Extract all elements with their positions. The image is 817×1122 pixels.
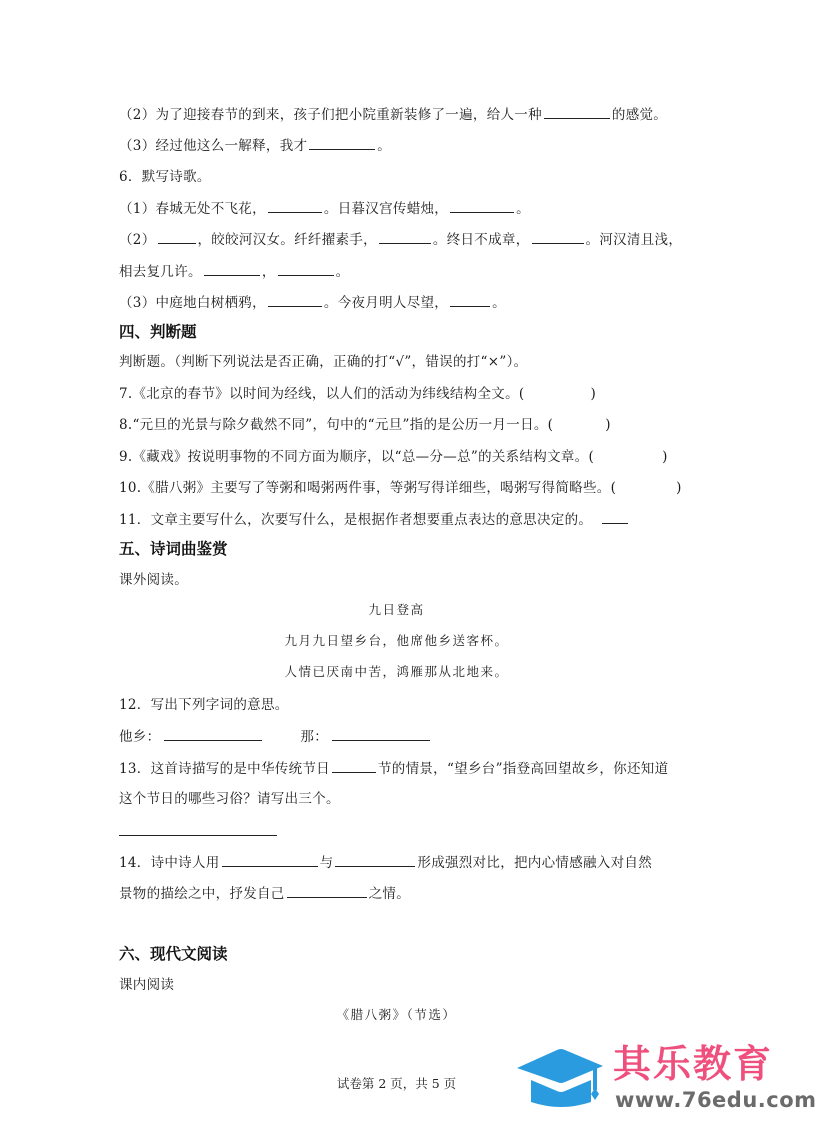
- q14-text-a: 14．诗中诗人用: [119, 855, 220, 871]
- answer-blank[interactable]: [450, 292, 490, 307]
- judge-item-10: [119, 478, 682, 498]
- answer-blank[interactable]: [332, 758, 376, 773]
- q13-text-b: 节的情景，“望乡台”指登高回望故乡，你还知道: [377, 761, 669, 777]
- answer-blank[interactable]: [544, 104, 610, 119]
- q12-label-taxiang: 他乡：: [119, 729, 161, 745]
- q12-prompt: 12．写出下列字词的意思。: [119, 697, 289, 713]
- section-5-heading: 五、诗词曲鉴赏: [119, 540, 228, 558]
- q5-item-3-suffix: 。: [377, 138, 392, 154]
- q5-item-2-text: （2）为了迎接春节的到来，孩子们把小院重新装修了一遍，给人一种: [119, 107, 542, 123]
- q13-text-a: 13．这首诗描写的是中华传统节日: [119, 761, 330, 777]
- watermark-logo: [505, 1040, 817, 1115]
- q6-line-2: [119, 229, 682, 250]
- answer-blank[interactable]: [332, 726, 430, 741]
- q14-line-2: [119, 883, 410, 904]
- answer-blank[interactable]: [309, 135, 375, 150]
- q6-line-1-text-b: 。日暮汉宫传蜡烛，: [323, 201, 449, 217]
- q5-item-2: [119, 104, 667, 125]
- section-6-intro: 课内阅读: [119, 977, 175, 993]
- q6-line-1-text-c: 。: [516, 201, 530, 217]
- q13-line-2: 这个节日的哪些习俗？请写出三个。: [119, 791, 340, 807]
- q6-line-3-text-a: 相去复几许。: [119, 264, 202, 280]
- answer-blank[interactable]: [158, 229, 196, 244]
- judge-item-8: [119, 415, 611, 435]
- poem-line-2: 人情已厌南中苦，鸿雁那从北地来。: [284, 664, 509, 679]
- q14-text-b: 与: [319, 855, 334, 871]
- judge-item-11: [119, 509, 630, 530]
- q5-item-2-suffix: 的感觉。: [611, 107, 668, 123]
- graduation-cap-icon: [513, 1046, 609, 1110]
- q14-text-c: 形成强烈对比，把内心情感融入对自然: [417, 855, 652, 871]
- q6-line-4: [119, 292, 506, 313]
- q6-title: 6．默写诗歌。: [119, 169, 211, 185]
- q6-line-1: [119, 198, 530, 219]
- section-4-instruction: 判断题。（判断下列说法是否正确，正确的打“√”，错误的打“×”）。: [119, 354, 528, 370]
- judge-item-9: [119, 447, 668, 467]
- judge-item-7: [119, 384, 596, 404]
- answer-blank[interactable]: [278, 261, 334, 276]
- q12-label-na: 那：: [300, 729, 329, 745]
- q6-line-2-text-d: 。河汉清且浅，: [585, 232, 683, 248]
- judge-item-9-text: 9.《藏戏》按说明事物的不同方面为顺序，以“总—分—总”的关系结构文章。(: [119, 449, 595, 465]
- poem-title: 九日登高: [368, 602, 425, 617]
- q12-answers: [119, 726, 432, 747]
- close-paren: ): [590, 386, 597, 402]
- answer-blank[interactable]: [602, 509, 628, 524]
- q14-text-d: 景物的描绘之中，抒发自己: [119, 886, 285, 902]
- judge-item-11-text: 11．文章主要写什么，次要写什么，是根据作者想要重点表达的意思决定的。: [119, 512, 593, 528]
- poem-line-1: 九月九日望乡台，他席他乡送客杯。: [284, 633, 509, 648]
- q6-line-4-text-b: 。今夜月明人尽望，: [323, 295, 449, 311]
- close-paren: ): [605, 417, 611, 433]
- q6-line-1-text-a: （1）春城无处不飞花，: [119, 201, 266, 217]
- q6-line-3: [119, 261, 349, 282]
- q6-line-3-text-c: 。: [335, 264, 350, 280]
- answer-blank[interactable]: [204, 261, 260, 276]
- judge-item-10-text: 10.《腊八粥》主要写了等粥和喝粥两件事，等粥写得详细些，喝粥写得简略些。(: [119, 480, 617, 496]
- judge-item-8-text: 8.“元旦的光景与除夕截然不同”，句中的“元旦”指的是公历一月一日。(: [119, 417, 554, 433]
- q5-item-3-text: （3）经过他这么一解释，我才: [119, 138, 308, 154]
- close-paren: ): [662, 449, 668, 465]
- q14-text-e: 之情。: [368, 886, 411, 902]
- q6-line-4-text-a: （3）中庭地白树栖鸦，: [119, 295, 266, 311]
- answer-blank[interactable]: [287, 883, 367, 898]
- q6-line-2-text-b: ，皎皎河汉女。纤纤擢素手，: [197, 232, 377, 248]
- q14-line-1: [119, 852, 652, 873]
- answer-blank[interactable]: [450, 198, 514, 213]
- logo-name: 其乐教育: [613, 1042, 774, 1086]
- close-paren: ): [676, 480, 682, 496]
- q5-item-3: [119, 135, 391, 156]
- section-6-heading: 六、现代文阅读: [119, 945, 228, 963]
- q6-line-2-text-a: （2）: [119, 232, 156, 248]
- answer-blank[interactable]: [335, 852, 415, 867]
- answer-blank[interactable]: [268, 292, 322, 307]
- section-4-heading: 四、判断题: [119, 323, 197, 341]
- section-5-intro: 课外阅读。: [119, 572, 188, 588]
- answer-blank[interactable]: [379, 229, 431, 244]
- judge-item-7-text: 7.《北京的春节》以时间为经线，以人们的活动为纬线结构全文。(: [119, 386, 525, 402]
- answer-blank[interactable]: [222, 852, 318, 867]
- answer-blank[interactable]: [268, 198, 322, 213]
- passage-title: 《腊八粥》（节选）: [336, 1007, 457, 1022]
- q6-line-3-text-b: ，: [261, 264, 276, 280]
- answer-blank[interactable]: [532, 229, 584, 244]
- answer-blank[interactable]: [164, 726, 262, 741]
- q6-line-4-text-c: 。: [492, 295, 506, 311]
- q6-line-2-text-c: 。终日不成章，: [432, 232, 530, 248]
- q13-answer-blank[interactable]: [119, 834, 277, 836]
- q13-line-1: [119, 758, 668, 779]
- logo-url: www.76edu.com: [615, 1088, 817, 1112]
- page-footer: 试卷第 2 页，共 5 页: [336, 1076, 457, 1091]
